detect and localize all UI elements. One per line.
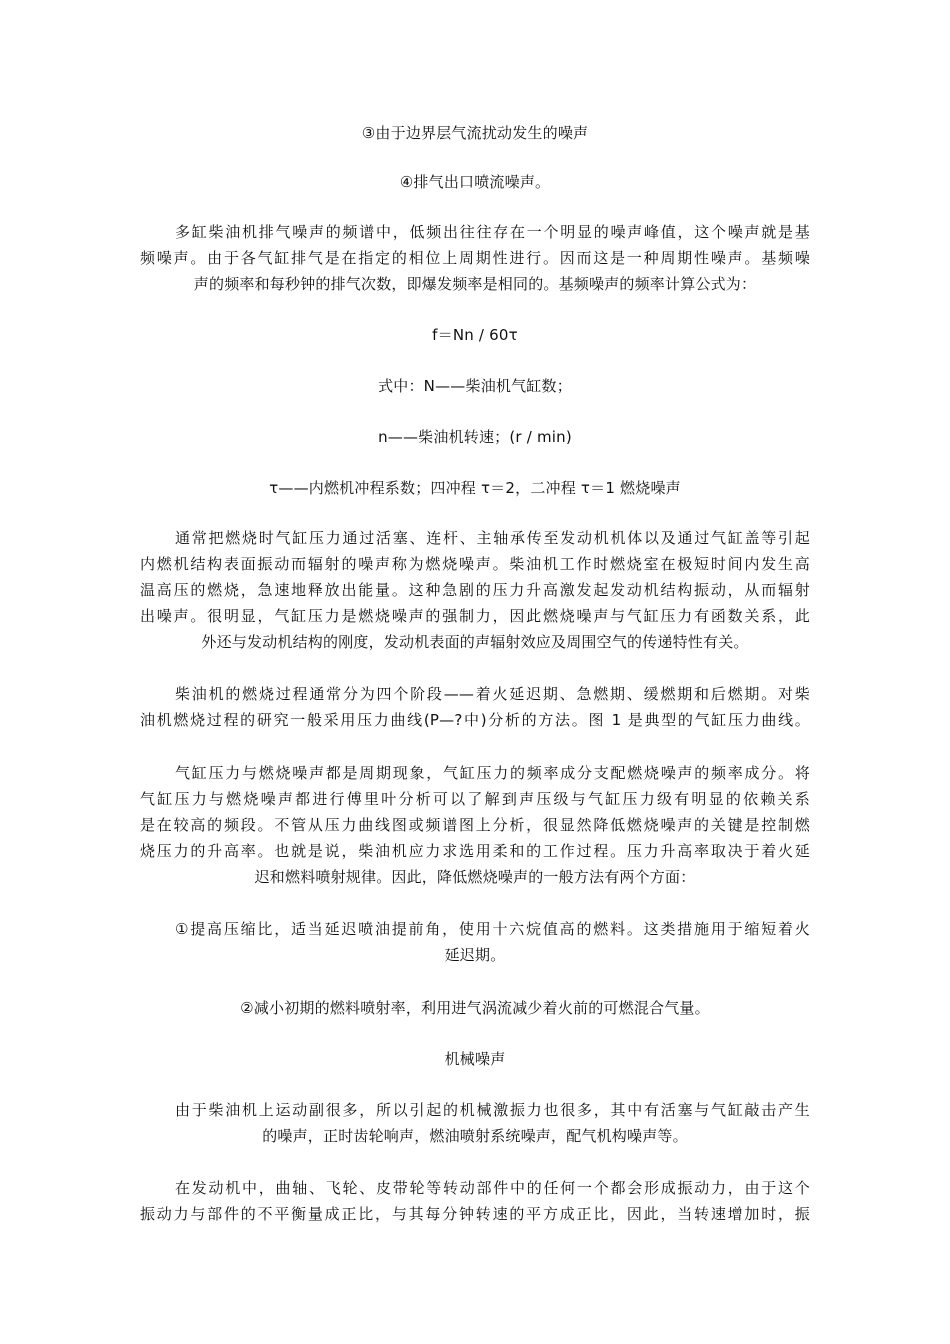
list-item-3: ③由于边界层气流扰动发生的噪声	[361, 124, 589, 142]
list-item-4: ④排气出口喷流噪声。	[399, 173, 551, 191]
paragraph-line: ①提高压缩比，适当延迟喷油提前角，使用十六烷值高的燃料。这类措施用于缩短着火	[175, 920, 810, 938]
paragraph-line: 通常把燃烧时气缸压力通过活塞、连杆、主轴承传至发动机机体以及通过气缸盖等引起	[175, 529, 810, 547]
paragraph-line: 是在较高的频段。不管从压力曲线图或频谱图上分析，很显然降低燃烧噪声的关键是控制燃	[140, 816, 810, 834]
formula-definition-tau: τ——内燃机冲程系数；四冲程 τ＝2，二冲程 τ＝1 燃烧噪声	[269, 479, 681, 497]
paragraph-line: 的噪声，正时齿轮响声，燃油喷射系统噪声，配气机构噪声等。	[262, 1127, 688, 1145]
paragraph-line: 振动力与部件的不平衡量成正比，与其每分钟转速的平方成正比，因此，当转速增加时，振	[140, 1205, 810, 1223]
paragraph-line: 油机燃烧过程的研究一般采用压力曲线(P—?中)分析的方法。图 1 是典型的气缸压力曲线。	[140, 711, 810, 729]
section-heading: 机械噪声	[444, 1050, 506, 1068]
paragraph-line: 气缸压力与燃烧噪声都进行傅里叶分析可以了解到声压级与气缸压力级有明显的依赖关系	[140, 790, 810, 808]
paragraph-line: 延迟期。	[444, 946, 506, 964]
paragraph-line: 气缸压力与燃烧噪声都是周期现象，气缸压力的频率成分支配燃烧噪声的频率成分。将	[175, 764, 810, 782]
paragraph-line: 出噪声。很明显，气缸压力是燃烧噪声的强制力，因此燃烧噪声与气缸压力有函数关系，此	[140, 607, 810, 625]
paragraph-line: 多缸柴油机排气噪声的频谱中，低频出往往存在一个明显的噪声峰值，这个噪声就是基	[175, 223, 810, 241]
formula-definition-N: 式中：N——柴油机气缸数；	[378, 377, 572, 395]
formula-definition-n: n——柴油机转速；(r / min)	[378, 428, 572, 446]
paragraph-line: 在发动机中，曲轴、飞轮、皮带轮等转动部件中的任何一个都会形成振动力，由于这个	[175, 1179, 810, 1197]
paragraph-line: 迟和燃料喷射规律。因此，降低燃烧噪声的一般方法有两个方面：	[254, 868, 696, 886]
paragraph-line: 柴油机的燃烧过程通常分为四个阶段——着火延迟期、急燃期、缓燃期和后燃期。对柴	[175, 685, 810, 703]
paragraph-line: 内燃机结构表面振动而辐射的噪声称为燃烧噪声。柴油机工作时燃烧室在极短时间内发生高	[140, 555, 810, 573]
formula: f＝Nn / 60τ	[432, 326, 518, 344]
paragraph-line: 由于柴油机上运动副很多，所以引起的机械激振力也很多，其中有活塞与气缸敲击产生	[175, 1101, 810, 1119]
measure-item-2: ②减小初期的燃料喷射率，利用进气涡流减少着火前的可燃混合气量。	[240, 999, 710, 1017]
paragraph-line: 声的频率和每秒钟的排气次数，即爆发频率是相同的。基频噪声的频率计算公式为：	[193, 275, 757, 293]
paragraph-line: 频噪声。由于各气缸排气是在指定的相位上周期性进行。因而这是一种周期性噪声。基频噪	[140, 249, 810, 267]
paragraph-line: 外还与发动机结构的刚度，发动机表面的声辐射效应及周围空气的传递特性有关。	[201, 633, 749, 651]
paragraph-line: 温高压的燃烧，急速地释放出能量。这种急剧的压力升高激发起发动机结构振动，从而辐射	[140, 581, 810, 599]
paragraph-line: 烧压力的升高率。也就是说，柴油机应力求选用柔和的工作过程。压力升高率取决于着火延	[140, 842, 810, 860]
